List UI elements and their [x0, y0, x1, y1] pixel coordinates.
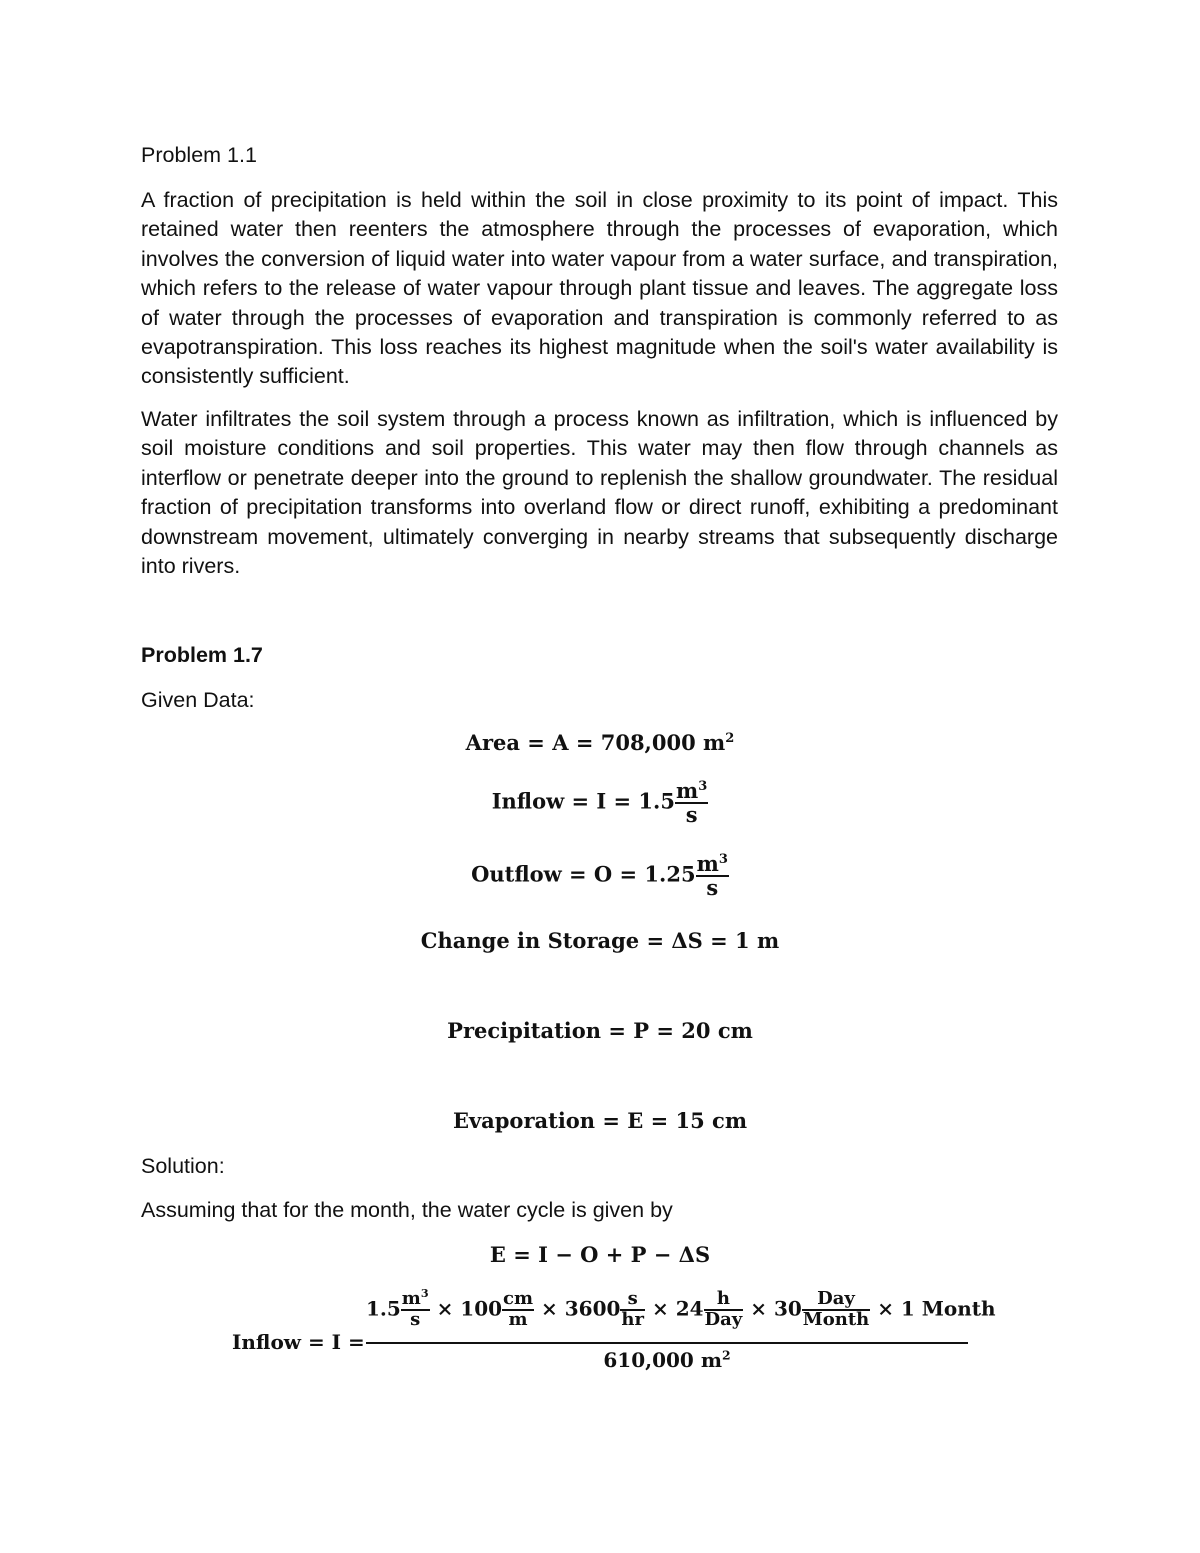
paragraph-infiltration: Water infiltrates the soil system through a process known as infiltration, which is influenced by soil moisture conditions and soil properties. This water may then flow through channels as interflow or penetrate deeper into the ground to replenish the shallow groundwater. The residual fraction of precipitation transforms into overland flow or direct runoff, exhibiting a predominant downstream movement, ultimately converging in nearby streams that subsequently discharge into rivers.: [141, 407, 1058, 579]
solution-label: Solution:: [141, 1154, 225, 1178]
paragraph-evapotranspiration: A fraction of precipitation is held within the soil in close proximity to its point of impact. This retained water then reenters the atmosphere through the processes of evaporation, which involves the conversion of liquid water into water vapour from a water surface, and transpiration, which refers to the release of water vapour through plant tissue and leaves. The aggregate loss of water through the processes of evaporation and transpiration is commonly referred to as evapotranspiration. This loss reaches its highest magnitude when the soil's water availability is consistently sufficient.: [141, 188, 1058, 389]
problem-1-7-heading: Problem 1.7: [141, 643, 263, 667]
area-text: Area = A = 708,000 m: [465, 730, 726, 755]
area-exponent: 2: [725, 731, 735, 746]
given-data-label: Given Data:: [141, 688, 255, 712]
inflow-calc-lhs: Inflow = I =: [232, 1330, 365, 1354]
outflow-text: Outflow = O = 1.25: [471, 861, 696, 887]
equation-area: [0, 730, 1200, 755]
outflow-unit-fraction: $\frac{m^3}{s}$: [696, 851, 728, 901]
equation-evaporation: Evaporation = E = 15 cm: [452, 1108, 748, 1133]
inflow-calc-denominator: 610,000 $m^2$: [603, 1347, 731, 1372]
equation-storage: Change in Storage = ΔS = 1 m: [420, 928, 780, 953]
equation-water-cycle: E = I − O + P − ΔS: [489, 1242, 711, 1267]
equation-inflow: [0, 780, 1200, 826]
inflow-text: Inflow = I = 1.5: [491, 788, 675, 814]
inflow-calc-numerator: 1.5 $\frac{m^3}{s}$ × 100 $\frac{cm}{m}$ × 3600 $\frac{s}{hr}$ × 24 $\frac{h}{\text{Day}}$ × 30 $\frac{\text{Day}}{\text{Month}}$ × 1 Month: [366, 1287, 996, 1330]
inflow-unit-fraction: $\frac{m^3}{s}$: [675, 778, 708, 828]
equation-outflow: [0, 853, 1200, 899]
assumption-text: Assuming that for the month, the water cycle is given by: [141, 1198, 673, 1222]
problem-1-1-heading: Problem 1.1: [141, 143, 257, 167]
inflow-calculation: [232, 1287, 996, 1380]
fraction-bar: [366, 1342, 968, 1344]
equation-precipitation: Precipitation = P = 20 cm: [447, 1018, 753, 1043]
